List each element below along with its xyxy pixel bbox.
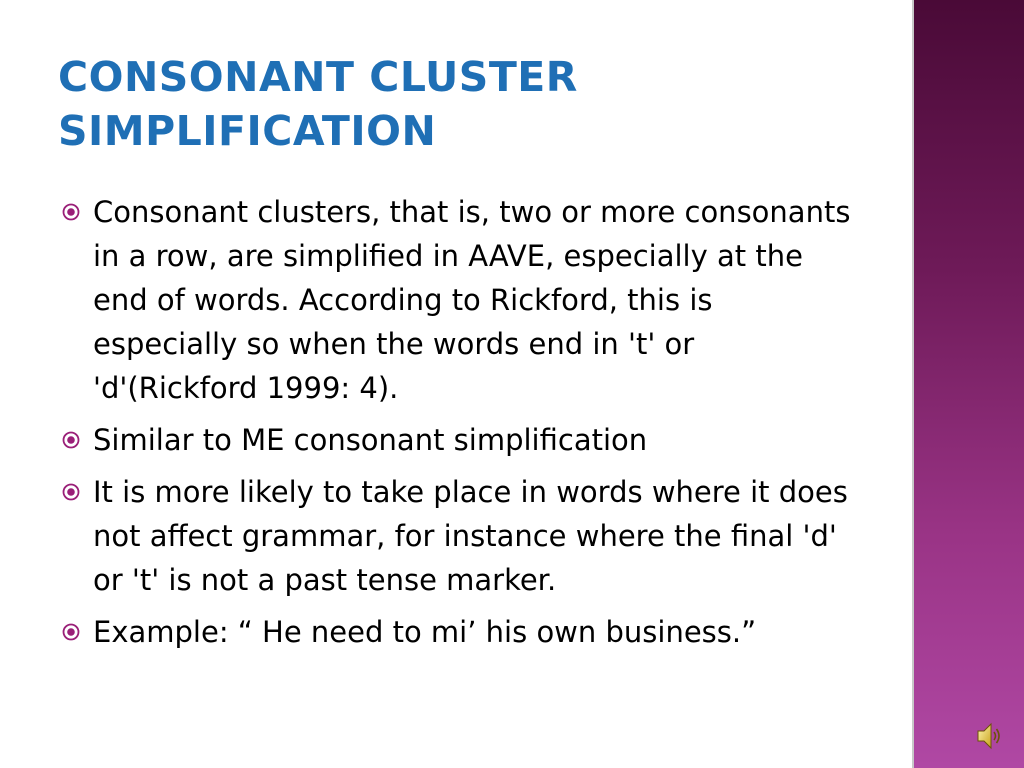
bullet-text: Similar to ME consonant simplification — [93, 423, 648, 457]
slide-title — [58, 50, 888, 158]
bullet-item — [60, 470, 860, 602]
bullet-item — [60, 190, 860, 410]
bullet-list — [60, 190, 860, 662]
speaker-icon[interactable] — [975, 720, 1003, 752]
side-decorative-band — [912, 0, 1024, 768]
bullet-text: Example: “ He need to mi’ his own business.” — [93, 615, 757, 649]
slide-title-line-1: CONSONANT CLUSTER — [58, 53, 578, 101]
radio-bullet-icon — [62, 431, 80, 449]
slide-title-line-2: SIMPLIFICATION — [58, 107, 437, 155]
bullet-item — [60, 610, 860, 654]
bullet-text: It is more likely to take place in words where it does not affect grammar, for instance where the final 'd' or 't' is not a past tense marker. — [93, 475, 848, 597]
bullet-item — [60, 418, 860, 462]
radio-bullet-icon — [62, 203, 80, 221]
radio-bullet-icon — [62, 483, 80, 501]
bullet-text: Consonant clusters, that is, two or more consonants in a row, are simplified in AAVE, especially at the end of words. According to Rickford, this is especially so when the words end in 't' or 'd'(Rickford 1999: 4). — [93, 195, 851, 405]
radio-bullet-icon — [62, 623, 80, 641]
